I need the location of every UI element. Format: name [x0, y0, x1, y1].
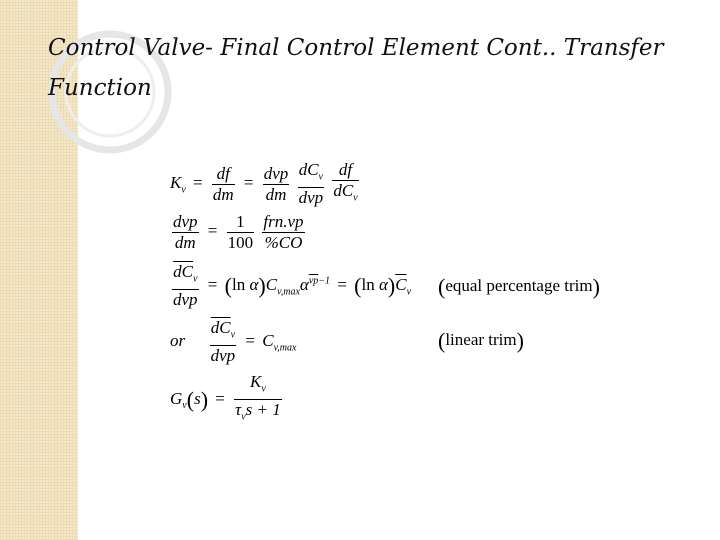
dvp-dm-frac-2: $\frac{1}{100}$ [227, 212, 254, 252]
equation-dvp-dm: $\frac{\text{dvp}}{dm}$ = $\frac{1}{100}$ $\frac{\text{frn.vp}}{\%CO}$ [173, 212, 304, 252]
equal-percentage-trim-label: (equal percentage trim) [438, 274, 600, 299]
equation-equal-percentage: $\frac{\overline{dC}_v}{\text{dvp}}$ = (ln $\alpha)C_{v,max}\alpha^{\overline{vp}-1} = (\ln$ $\alpha)\overline{C}_v$ [173, 262, 412, 310]
kv-frac-3: $\frac{dC_v}{\text{dvp}}$ [298, 160, 324, 208]
eqpct-frac: $\frac{\overline{dC}_v}{\text{dvp}}$ [173, 262, 198, 310]
slide-title: Control Valve- Final Control Element Cont.. Transfer Function [48, 35, 664, 101]
equation-gv: $G_v(s)$ = $\frac{K_v}{\tau_vs + 1}$ [170, 372, 284, 428]
linear-frac: $\frac{\overline{dC}_v}{\text{dvp}}$ [210, 318, 236, 366]
dvp-dm-frac-1: $\frac{\text{dvp}}{dm}$ [173, 212, 198, 252]
equation-linear: or $\frac{\overline{dC}_v}{\text{dvp}}$ = $C_{v,max}$ [170, 318, 297, 366]
equation-kv: $K_v$ = $\frac{df}{dm}$ = $\frac{\text{dvp}}{dm}$ $\frac{dC_v}{\text{dvp}}$ $\frac{df}{dC_v}$ [170, 160, 358, 208]
kv-frac-1: $\frac{df}{dm}$ [212, 163, 234, 204]
gv-frac: $\frac{K_v}{\tau_vs + 1}$ [235, 372, 281, 423]
kv-frac-4: $\frac{df}{dC_v}$ [333, 160, 358, 204]
kv-lhs: $K_v$ [170, 173, 186, 196]
dvp-dm-frac-3: $\frac{\text{frn.vp}}{\%CO}$ [263, 212, 304, 252]
kv-frac-2: $\frac{\text{dvp}}{dm}$ [263, 163, 289, 204]
linear-trim-label: (linear trim) [438, 328, 524, 353]
